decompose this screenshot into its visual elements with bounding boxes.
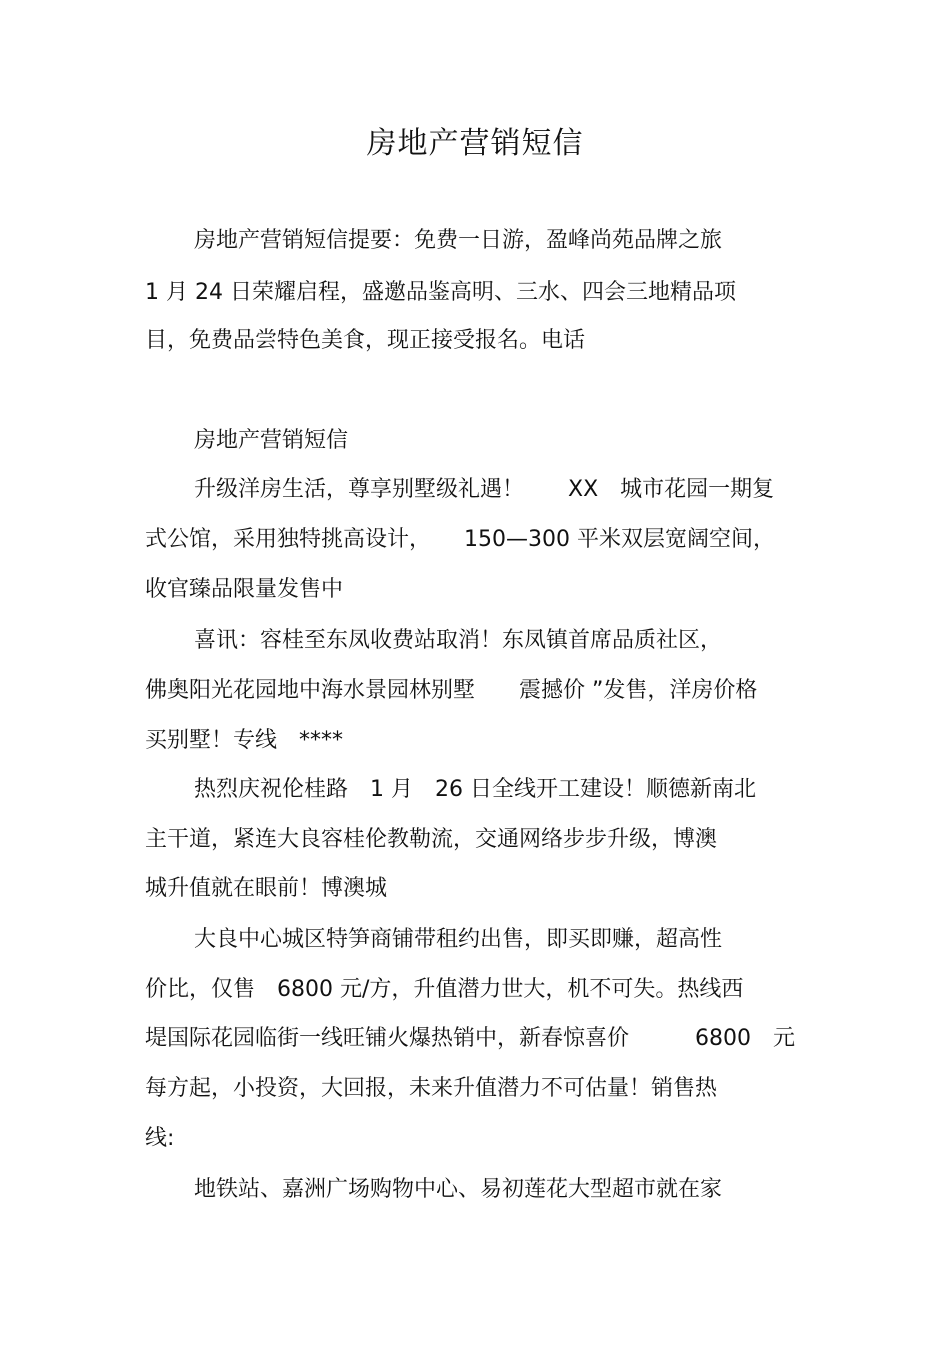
paragraph-line: 大良中心城区特笋商铺带租约出售，即买即赚，超高性 [194,927,723,952]
paragraph-line: 目，免费品尝特色美食，现正接受报名。电话 [145,328,586,353]
section-heading: 房地产营销短信 [194,428,349,453]
paragraph-line: 城升值就在眼前！博澳城 [145,876,388,901]
paragraph-line: 线: [145,1126,175,1151]
paragraph-line: 1 月 24 日荣耀启程，盛邀品鉴高明、三水、四会三地精品项 [145,280,736,305]
paragraph-line: 收官臻品限量发售中 [145,577,344,602]
paragraph-line: 喜讯：容桂至东凤收费站取消！东凤镇首席品质社区， [194,628,723,653]
paragraph-line: 房地产营销短信提要：免费一日游，盈峰尚苑品牌之旅 [194,228,723,253]
paragraph-line: 堤国际花园临街一线旺铺火爆热销中，新春惊喜价 6800 元 [145,1026,795,1051]
paragraph-line: 热烈庆祝伦桂路 1 月 26 日全线开工建设！顺德新南北 [194,777,756,802]
paragraph-line: 地铁站、嘉洲广场购物中心、易初莲花大型超市就在家 [194,1177,723,1202]
paragraph-line: 价比，仅售 6800 元/方，升值潜力世大，机不可失。热线西 [145,977,744,1002]
paragraph-line: 主干道，紧连大良容桂伦教勒流，交通网络步步升级，博澳 [145,827,718,852]
paragraph-line: 佛奥阳光花园地中海水景园林别墅 震撼价 ”发售，洋房价格 [145,678,758,703]
paragraph-line: 买别墅！专线 **** [145,728,344,753]
document-title: 房地产营销短信 [366,126,584,161]
paragraph-line: 每方起，小投资，大回报，未来升值潜力不可估量！销售热 [145,1076,718,1101]
paragraph-line: 升级洋房生活，尊享别墅级礼遇！ XX 城市花园一期复 [194,477,775,502]
paragraph-line: 式公馆，采用独特挑高设计， 150—300 平米双层宽阔空间， [145,527,775,552]
